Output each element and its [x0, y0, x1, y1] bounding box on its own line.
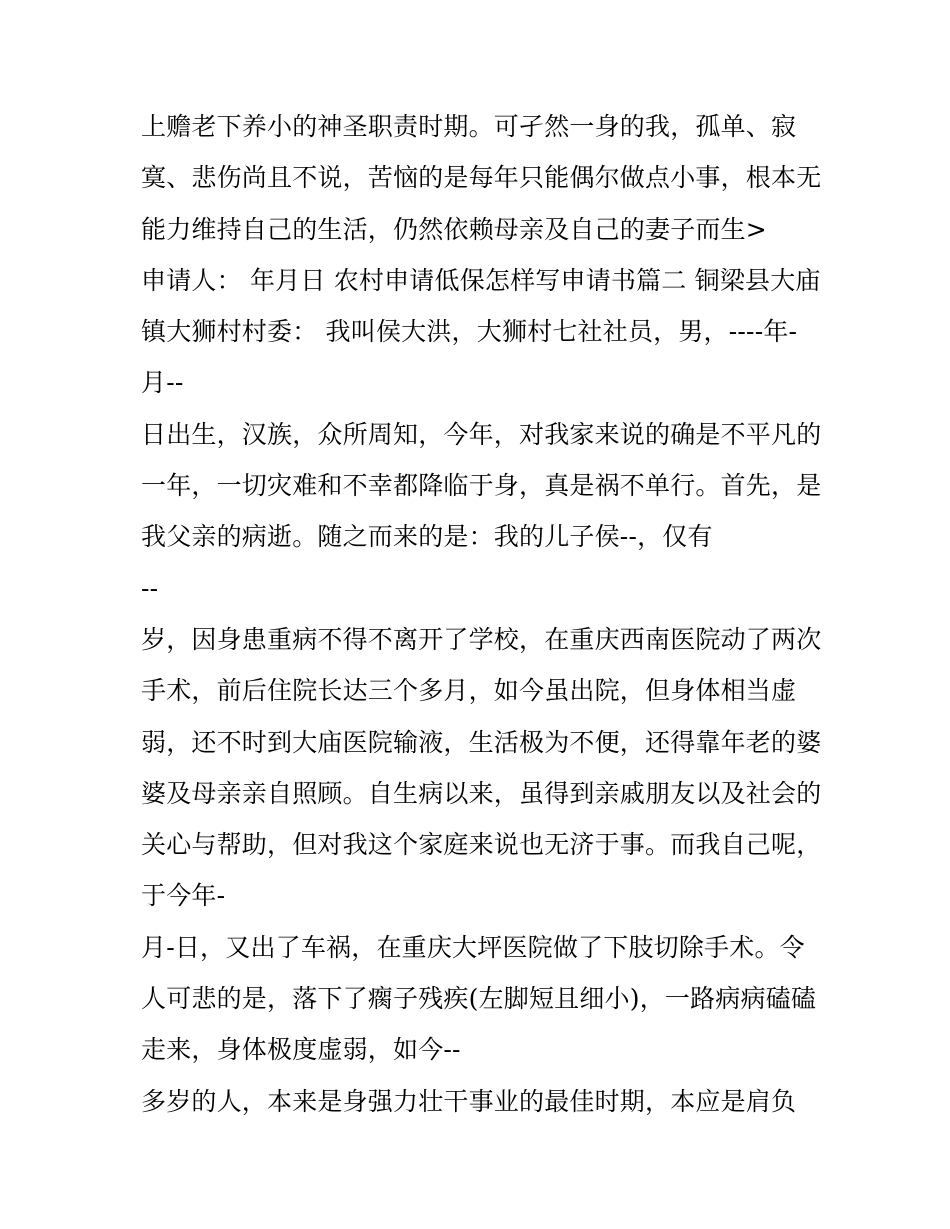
body-text [141, 101, 831, 1127]
text-line: 关心与帮助，但对我这个家庭来说也无济于事。而我自己呢， [141, 830, 822, 860]
text-line: 弱，还不时到大庙医院输液，生活极为不便，还得靠年老的婆 [141, 727, 822, 757]
text-line: 人可悲的是，落下了瘸子残疾(左脚短且细小)，一路病病磕磕 [141, 984, 817, 1014]
text-line: 寞、悲伤尚且不说，苦恼的是每年只能偶尔做点小事，根本无 [141, 163, 822, 193]
text-line: 手术，前后住院长达三个多月，如今虽出院，但身体相当虚 [141, 676, 797, 706]
text-line: 日出生，汉族，众所周知，今年，对我家来说的确是不平凡的 [141, 419, 822, 449]
text-line: 岁，因身患重病不得不离开了学校，在重庆西南医院动了两次 [141, 624, 822, 654]
text-line: 能力维持自己的生活，仍然依赖母亲及自己的妻子而生> [141, 214, 767, 244]
text-line: 镇大狮村村委： 我叫侯大洪，大狮村七社社员，男，----年- [141, 317, 798, 347]
text-line: 月-- [141, 368, 184, 398]
text-line: 上赡老下养小的神圣职责时期。可孑然一身的我，孤单、寂 [141, 112, 797, 141]
text-line: 多岁的人，本来是身强力壮干事业的最佳时期，本应是肩负 [141, 1086, 797, 1116]
text-line: 于今年- [141, 881, 226, 911]
text-line: 婆及母亲亲自照顾。自生病以来，虽得到亲戚朋友以及社会的 [141, 778, 822, 808]
text-line: 月-日，又出了车祸，在重庆大坪医院做了下肢切除手术。令 [141, 932, 805, 962]
text-line: 走来，身体极度虚弱，如今-- [141, 1035, 461, 1065]
text-line: 申请人： 年月日 农村申请低保怎样写申请书篇二 铜梁县大庙 [141, 265, 821, 295]
text-line: -- [141, 573, 159, 603]
text-line: 一年，一切灾难和不幸都降临于身，真是祸不单行。首先，是 [141, 471, 822, 501]
text-line: 我父亲的病逝。随之而来的是：我的儿子侯--，仅有 [141, 522, 713, 552]
